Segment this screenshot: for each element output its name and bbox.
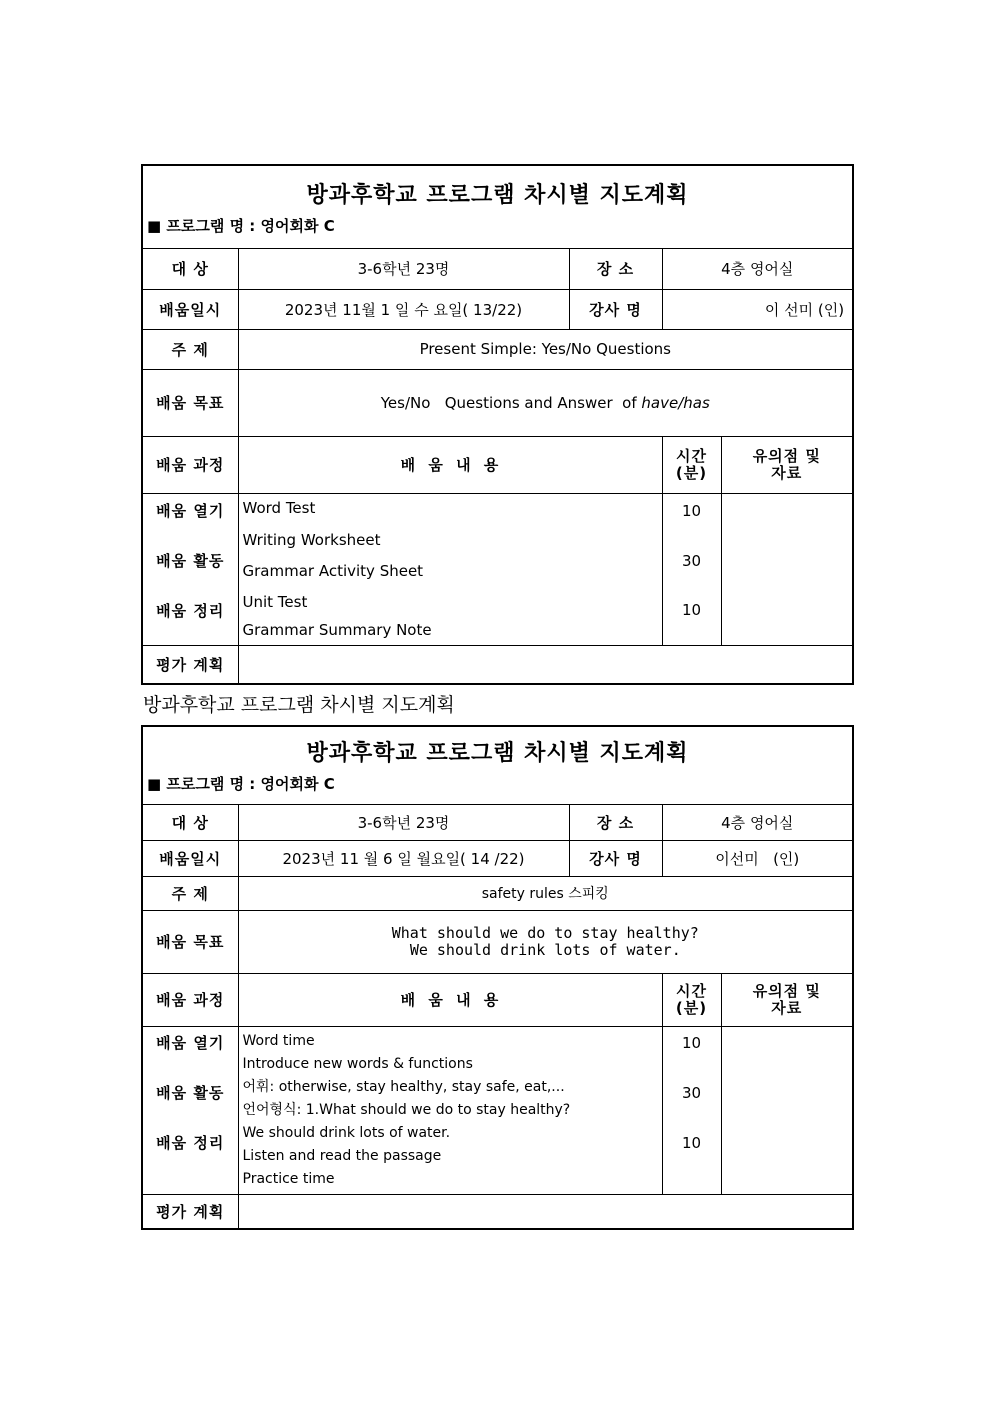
target-value: 3-6학년 23명 (238, 248, 569, 289)
notes-header-line2: 자료 (771, 998, 803, 1017)
activity-line: Word Test (242, 498, 316, 517)
lesson-plan-table-1 (141, 164, 854, 685)
teacher-value: 이 선미 (인) (662, 289, 853, 329)
eval-value (238, 1194, 853, 1229)
activity-line: Practice time (242, 1170, 335, 1187)
teacher-value: 이선미 (인) (662, 840, 853, 876)
notes-header-line1: 유의점 및 (752, 981, 821, 1000)
stage-opening: 배움 열기 (156, 502, 225, 520)
goal-value (238, 369, 853, 436)
program-name: ■ 프로그램 명 : 영어회화 C (147, 216, 335, 235)
date-label: 배움일시 (142, 289, 238, 329)
notes-cell (721, 493, 853, 645)
notes-header (721, 973, 853, 1026)
eval-value (238, 645, 853, 684)
goal-text-italic: have/has (641, 393, 710, 412)
time-activity: 30 (681, 1083, 702, 1102)
activities-cell (238, 493, 662, 645)
activity-line: Word time (242, 1032, 315, 1049)
eval-label: 평가 계획 (142, 645, 238, 684)
time-closing: 10 (681, 601, 702, 619)
activity-line: 어휘: otherwise, stay healthy, stay safe, eat,... (242, 1078, 565, 1095)
time-column (662, 1026, 721, 1194)
activities-cell (238, 1026, 662, 1194)
goal-text: Yes/No Questions and Answer of (380, 393, 642, 412)
notes-header-line1: 유의점 및 (752, 446, 821, 465)
date-label: 배움일시 (142, 840, 238, 876)
stage-activity: 배움 활동 (156, 1084, 225, 1102)
plan-title: 방과후학교 프로그램 차시별 지도계획 (306, 741, 689, 767)
time-header-line2: (분) (675, 463, 708, 482)
caption-text: 방과후학교 프로그램 차시별 지도계획 (143, 694, 455, 716)
plan-header (142, 165, 853, 248)
stage-column (142, 1026, 238, 1194)
time-header-line1: 시간 (676, 446, 707, 465)
notes-header (721, 436, 853, 493)
stage-closing: 배움 정리 (156, 601, 225, 620)
goal-label: 배움 목표 (142, 369, 238, 436)
activity-line: We should drink lots of water. (242, 1124, 451, 1141)
program-name: ■ 프로그램 명 : 영어회화 C (147, 775, 335, 794)
place-label: 장 소 (569, 804, 662, 840)
date-value: 2023년 11 월 6 일 월요일( 14 /22) (238, 840, 569, 876)
place-value: 4층 영어실 (662, 804, 853, 840)
time-closing: 10 (681, 1133, 702, 1152)
time-header-line1: 시간 (676, 981, 707, 1000)
time-opening: 10 (681, 1033, 702, 1052)
activity-line: 언어형식: 1.What should we do to stay healthy? (242, 1101, 571, 1118)
activity-line: Listen and read the passage (242, 1147, 442, 1164)
process-label: 배움 과정 (142, 436, 238, 493)
activity-line: Unit Test (242, 592, 308, 611)
time-header (662, 436, 721, 493)
goal-line-2: We should drink lots of water. (409, 940, 681, 959)
eval-label: 평가 계획 (142, 1194, 238, 1229)
stage-activity: 배움 활동 (156, 552, 225, 570)
activity-line: Introduce new words & functions (242, 1055, 473, 1072)
time-column (662, 493, 721, 645)
activity-line: Grammar Summary Note (242, 620, 432, 639)
topic-label: 주 제 (142, 329, 238, 369)
time-opening: 10 (681, 501, 702, 520)
place-value: 4층 영어실 (662, 248, 853, 289)
target-value: 3-6학년 23명 (238, 804, 569, 840)
goal-label: 배움 목표 (142, 910, 238, 973)
stage-column (142, 493, 238, 645)
time-activity: 30 (681, 551, 702, 570)
place-label: 장 소 (569, 248, 662, 289)
topic-label: 주 제 (142, 876, 238, 910)
content-header: 배 움 내 용 (238, 973, 662, 1026)
activity-line: Grammar Activity Sheet (242, 561, 424, 580)
date-value: 2023년 11월 1 일 수 요일( 13/22) (238, 289, 569, 329)
stage-closing: 배움 정리 (156, 1134, 225, 1152)
topic-value: Present Simple: Yes/No Questions (238, 329, 853, 369)
goal-line-1: What should we do to stay healthy? (391, 923, 699, 942)
teacher-label: 강사 명 (569, 840, 662, 876)
time-header-line2: (분) (675, 998, 708, 1017)
plan-title: 방과후학교 프로그램 차시별 지도계획 (306, 182, 689, 208)
target-label: 대 상 (142, 804, 238, 840)
notes-header-line2: 자료 (771, 463, 803, 482)
topic-value: safety rules 스피킹 (238, 876, 853, 910)
content-header: 배 움 내 용 (238, 436, 662, 493)
target-label: 대 상 (142, 248, 238, 289)
notes-cell (721, 1026, 853, 1194)
time-header (662, 973, 721, 1026)
activity-line: Writing Worksheet (242, 530, 381, 549)
lesson-plan-table-2 (141, 725, 854, 1230)
goal-value (238, 910, 853, 973)
stage-opening: 배움 열기 (156, 1034, 225, 1052)
plan-header (142, 726, 853, 804)
teacher-label: 강사 명 (569, 289, 662, 329)
process-label: 배움 과정 (142, 973, 238, 1026)
